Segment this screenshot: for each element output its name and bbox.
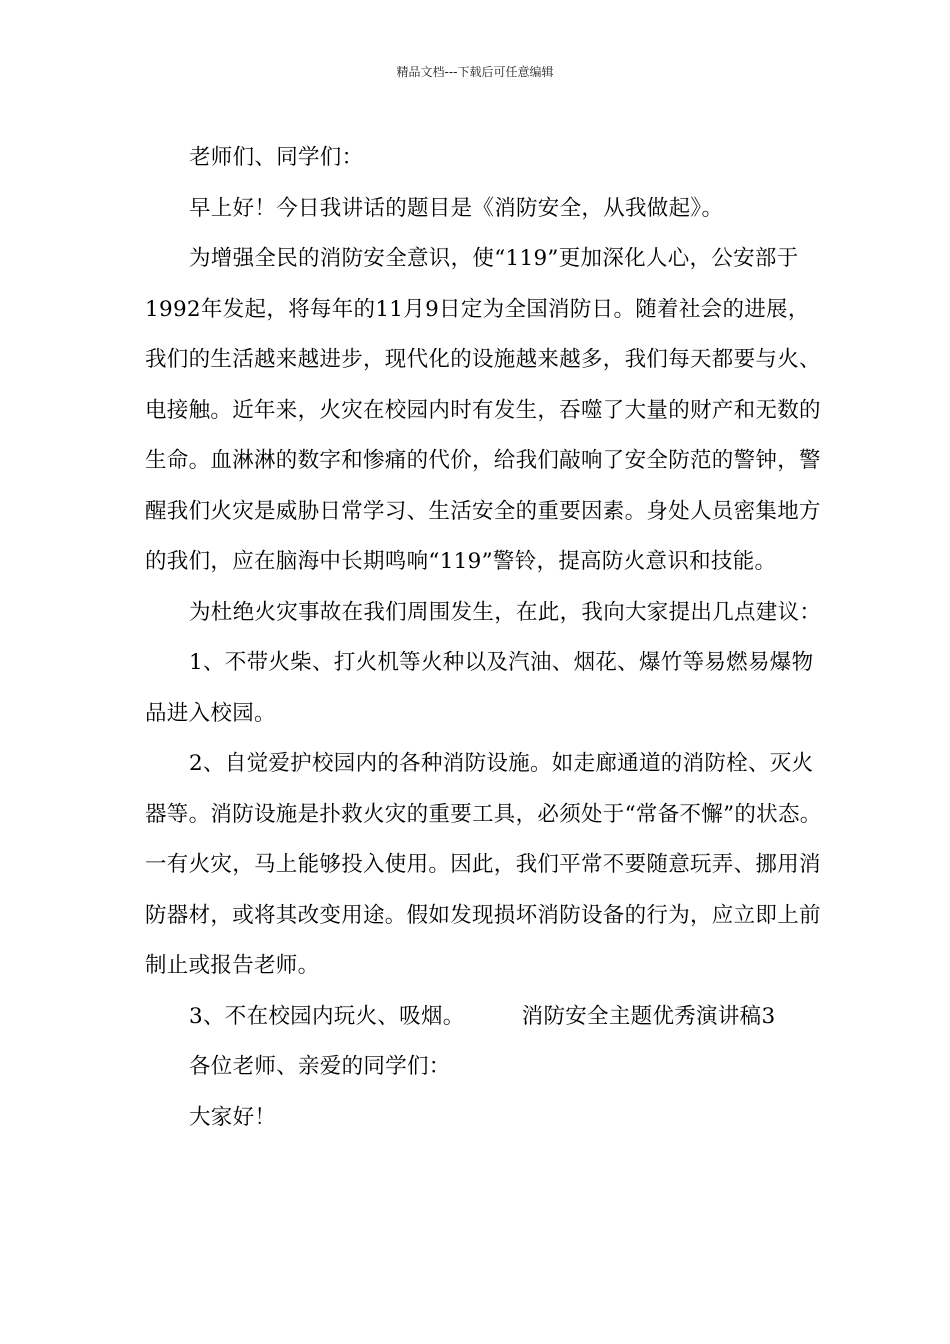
paragraph-opening: 早上好！今日我讲话的题目是《消防安全，从我做起》。 [189,195,724,221]
paragraph-suggestion-3: 3、不在校园内玩火、吸烟。 消防安全主题优秀演讲稿3 [189,1003,776,1029]
paragraph-suggestions-intro: 为杜绝火灾事故在我们周围发生，在此，我向大家提出几点建议： [189,599,822,625]
document-body [145,133,825,1143]
paragraph-suggestion-2: 2、自觉爱护校园内的各种消防设施。如走廊通道的消防栓、灭火器等。消防设施是扑救火灾的重要工具，必须处于“常备不懈”的状态。一有火灾，马上能够投入使用。因此，我们平常不要随意玩弄、挪用消防器材，或将其改变用途。假如发现损坏消防设备的行为，应立即上前制止或报告老师。 [145,751,822,978]
paragraph-hello: 大家好！ [189,1104,277,1130]
paragraph-fire-day: 为增强全民的消防安全意识，使“119”更加深化人心，公安部于1992年发起，将每年的11月9日定为全国消防日。随着社会的进展，我们的生活越来越进步，现代化的设施越来越多，我们每天都要与火、电接触。近年来，火灾在校园内时有发生，吞噬了大量的财产和无数的生命。血淋淋的数字和惨痛的代价，给我们敲响了安全防范的警钟，警醒我们火灾是威胁日常学习、生活安全的重要因素。身处人员密集地方的我们，应在脑海中长期鸣响“119”警铃，提高防火意识和技能。 [145,246,821,574]
paragraph-second-greeting: 各位老师、亲爱的同学们： [189,1054,451,1079]
paragraph-suggestion-1: 1、不带火柴、打火机等火种以及汽油、烟花、爆竹等易燃易爆物品进入校园。 [145,650,814,726]
paragraph-greeting: 老师们、同学们： [189,145,364,170]
page-header: 精品文档---下载后可任意编辑 [396,65,554,79]
